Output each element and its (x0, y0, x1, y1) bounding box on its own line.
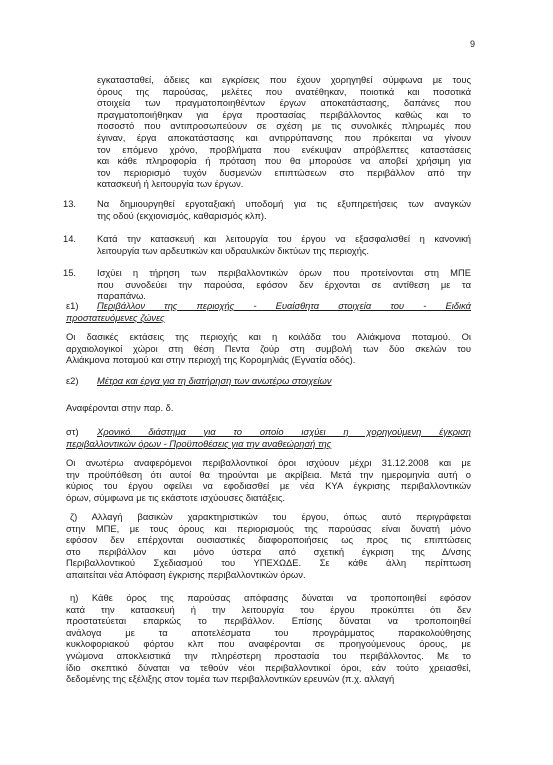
section-e1-heading-cont (66, 312, 471, 324)
text-line: ζ) Αλλαγή βασικών χαρακτηριστικών του έργου, όπως αυτό περιγράφεται (70, 511, 471, 522)
item-number: 13. (63, 198, 77, 209)
text-line: κυκλοφοριακού φόρτου κλπ που αναφέρονται σε προηγούμενους όρους, με (66, 638, 471, 650)
text-line: στο περιβάλλον και μόνο ύστερα από σχετική έγκριση της Δ/νσης (66, 545, 471, 557)
text-line: στοιχεία των πραγματοποιηθέντων έργων αποκατάστασης, δαπάνες που (97, 97, 471, 109)
text-line: την προϋπόθεση ότι αυτοί θα τηρούνται με ακρίβεια. Μετά την ημερομηνία αυτή ο (66, 468, 471, 480)
section-e1-body (66, 331, 471, 366)
section-st-heading (97, 426, 471, 438)
section-e2-heading (97, 375, 471, 387)
section-e1-heading (97, 300, 471, 312)
text-line: αρχαιολογικοί χώροι στη θέση Πεντα ζούρ στη συμβολή των δύο σκελών του (66, 342, 471, 354)
text-line: προστατεύεται επαρκώς το περιβάλλον. Επίσης δύναται να τροποποιηθεί (66, 615, 471, 627)
text-line: Αναφέρονται στην παρ. δ. (66, 402, 174, 413)
text-line: εγκατασταθεί, άδειες και εγκρίσεις που έχουν χορηγηθεί σύμφωνα με τους (97, 74, 471, 85)
text-line: ποσοστό που αντιπροσωπεύουν σε σχέση με τις συνολικές πληρωμές που (97, 120, 471, 132)
section-e2-body (66, 402, 471, 414)
section-st-heading-cont (66, 438, 471, 450)
section-heading: Περιβάλλον της περιοχής - Ευαίσθητα στοιχεία του - Ειδικά (97, 300, 471, 311)
page-number: 9 (469, 39, 475, 49)
text-line: Οι ανωτέρω αναφερόμενοι περιβαλλοντικοί όροι ισχύουν μέχρι 31.12.2008 και με (66, 457, 471, 468)
text-line: πραγματοποιήθηκαν για έργα προστασίας περιβάλλοντος καθώς και το (97, 108, 471, 120)
text-line: της οδού (εκχιονισμός, καθαρισμός κλπ). (97, 209, 267, 221)
text-line: εφόσον δεν επέρχονται ουσιαστικές διαφοροποιήσεις ως προς τις επιπτώσεις (66, 534, 471, 546)
section-eta (66, 592, 471, 685)
text-line: γνώμονα αποκλειστικά την πληρέστερη προστασία του περιβάλλοντος. Με το (66, 649, 471, 661)
section-label: ε2) (66, 375, 79, 386)
text-line: όρους της παρούσας, μελέτες που ανατέθηκαν, ποιοτικά και ποσοτικά (97, 85, 471, 97)
text-line: τον επόμενο χρόνο, προβλήματα που ενέκυψαν απρόβλεπτες καταστάσεις (97, 143, 471, 155)
item-number: 15. (63, 267, 77, 278)
section-label: στ) (66, 426, 79, 437)
section-heading: περιβαλλοντικών όρων - Προϋποθέσεις για την αναθεώρησή της (66, 438, 332, 449)
text-line: λειτουργία των αρδευτικών και υδραυλικών δικτύων της περιοχής. (97, 244, 370, 256)
text-line: Να δημιουργηθεί εργοταξιακή υποδομή για τις εξυπηρετήσεις των αναγκών (97, 198, 471, 209)
section-label: ε1) (66, 300, 79, 311)
intro-paragraph (97, 74, 471, 190)
item-15 (97, 267, 471, 302)
item-13 (97, 198, 471, 221)
text-line: στην ΜΠΕ, με τους όρους και περιορισμούς της παρούσας είναι δυνατή μόνο (66, 522, 471, 534)
text-line: κατά την κατασκευή ή την λειτουργία του έργου προκύπτει ότι δεν (66, 603, 471, 615)
text-line: και κάθε πληροφορία ή πρόταση που θα μπορούσε να αποβεί χρήσιμη για (97, 155, 471, 167)
text-line: κύριος του έργου οφείλει να εφοδιασθεί με νέα ΚΥΑ έγκρισης περιβαλλοντικών (66, 480, 471, 492)
text-line: τον περιορισμό τυχόν δυσμενών επιπτώσεων στο περιβάλλον από την (97, 166, 471, 178)
text-line: Κατά την κατασκευή και λειτουργία του έργου να εξασφαλισθεί η κανονική (97, 233, 471, 244)
text-line: παραπάνω. (97, 290, 146, 302)
section-heading: Χρονικό διάστημα για το οποίο ισχύει η χορηγούμενη έγκριση (97, 426, 471, 437)
text-line: Οι δασικές εκτάσεις της περιοχής και η κοιλάδα του Αλιάκμονα ποταμού. Οι (66, 331, 471, 342)
text-line: Ισχύει η τήρηση των περιβαλλοντικών όρων που προτείνονται στη ΜΠΕ (97, 267, 471, 278)
text-line: δεδομένης της εξέλιξης στον τομέα των περιβαλλοντικών ερευνών (π.χ. αλλαγή (66, 673, 395, 685)
text-line: η) Κάθε όρος της παρούσας απόφασης δύναται να τροποποιηθεί εφόσον (70, 592, 471, 603)
text-line: όρων, σύμφωνα με τις εκάστοτε ισχύουσες διατάξεις. (66, 491, 286, 503)
text-line: ίδιο σκεπτικό δύναται να τεθούν νέοι περιβαλλοντικοί όροι, εάν τούτο χρειασθεί, (66, 661, 471, 673)
section-heading: προστατευόμενες ζώνες (66, 312, 165, 323)
text-line: Περιβαλλοντικού Σχεδιασμού του ΥΠΕΧΩΔΕ. Σε κάθε άλλη περίπτωση (66, 557, 471, 569)
section-st-body (66, 457, 471, 503)
item-14 (97, 233, 471, 256)
text-line: απαιτείται νέα Απόφαση έγκρισης περιβαλλοντικών όρων. (66, 568, 306, 580)
text-line: έγιναν, έργα αποκατάστασης και αντιρρύπανσης που πρόκειται να γίνουν (97, 131, 471, 143)
text-line: κατασκευή ή λειτουργία των έργων. (97, 178, 244, 190)
text-line: που συνοδεύει την παρούσα, εφόσον δεν έρχονται σε αντίθεση με τα (97, 278, 471, 290)
section-heading: Μέτρα και έργα για τη διατήρηση των ανωτέρω στοιχείων (97, 375, 332, 386)
section-z (66, 511, 471, 581)
item-number: 14. (63, 233, 77, 244)
text-line: Αλιάκμονα ποταμού και στην περιοχή της Κορομηλιάς (Εγνατία οδός). (66, 354, 356, 366)
text-line: ανάλογα με τα αποτελέσματα του προγράμματος παρακολούθησης (66, 626, 471, 638)
